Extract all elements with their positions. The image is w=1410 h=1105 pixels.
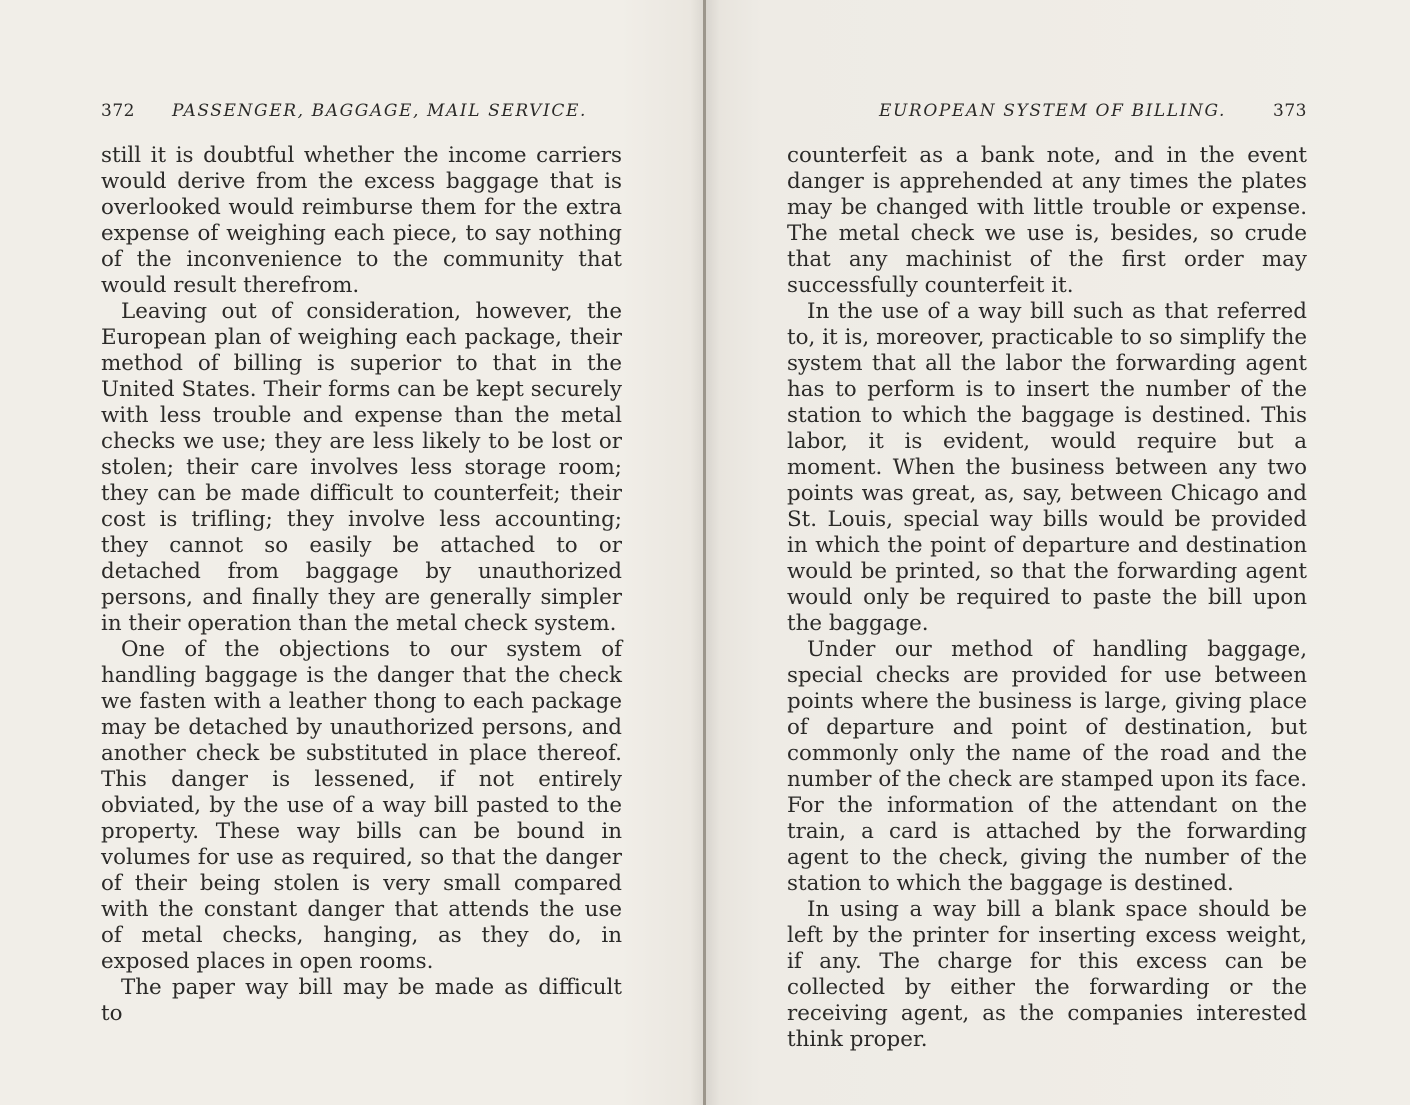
left-page-header <box>101 98 622 124</box>
right-page-body <box>787 143 1307 1053</box>
paragraph: In using a way bill a blank space should be left by the printer for inserting excess weight, if any. The charge for this excess can be collected by either the forwarding or the receiving agent, as the companies interested think proper. <box>787 897 1307 1052</box>
paragraph: Under our method of handling baggage, special checks are provided for use between points where the business is large, giving place of departure and point of destination, but commonly only the name of the road and the number of the check are stamped upon its face. For the information of the attendant on the train, a card is attached by the forwarding agent to the check, giving the number of the station to which the baggage is destined. <box>787 637 1307 896</box>
right-page <box>705 0 1410 1105</box>
paragraph: Leaving out of consideration, however, the European plan of weighing each package, their method of billing is superior to that in the United States. Their forms can be kept securely with less trouble and expense than the metal checks we use; they are less likely to be lost or stolen; their care involves less storage room; they can be made difficult to counterfeit; their cost is trifling; they involve less accounting; they cannot so easily be attached to or detached from baggage by unauthorized persons, and finally they are generally simpler in their operation than the metal check system. <box>101 299 622 636</box>
left-page-body <box>101 143 622 1027</box>
book-gutter <box>703 0 706 1105</box>
left-page-number: 372 <box>101 101 135 121</box>
paragraph: One of the objections to our system of handling baggage is the danger that the check we fasten with a leather thong to each package may be detached by unauthorized persons, and another check be substituted in place thereof. This danger is lessened, if not entirely obviated, by the use of a way bill pasted to the property. These way bills can be bound in volumes for use as required, so that the danger of their being stolen is very small compared with the constant danger that attends the use of metal checks, hanging, as they do, in exposed places in open rooms. <box>101 637 622 974</box>
paragraph: counterfeit as a bank note, and in the event danger is apprehended at any times the plates may be changed with little trouble or expense. The metal check we use is, besides, so crude that any machinist of the first order may successfully counterfeit it. <box>787 143 1307 298</box>
paragraph: The paper way bill may be made as difficult to <box>101 975 622 1026</box>
right-page-header <box>787 98 1307 124</box>
left-running-head: PASSENGER, BAGGAGE, MAIL SERVICE. <box>172 101 587 121</box>
paragraph: still it is doubtful whether the income carriers would derive from the excess baggage that is overlooked would reimburse them for the extra expense of weighing each piece, to say nothing of the inconvenience to the community that would result therefrom. <box>101 143 622 298</box>
paragraph: In the use of a way bill such as that referred to, it is, moreover, practicable to so simplify the system that all the labor the forwarding agent has to perform is to insert the number of the station to which the baggage is destined. This labor, it is evident, would require but a moment. When the business between any two points was great, as, say, between Chicago and St. Louis, special way bills would be provided in which the point of departure and destination would be printed, so that the forwarding agent would only be required to paste the bill upon the baggage. <box>787 299 1307 636</box>
right-running-head: EUROPEAN SYSTEM OF BILLING. <box>879 101 1227 121</box>
right-page-number: 373 <box>1273 101 1307 121</box>
